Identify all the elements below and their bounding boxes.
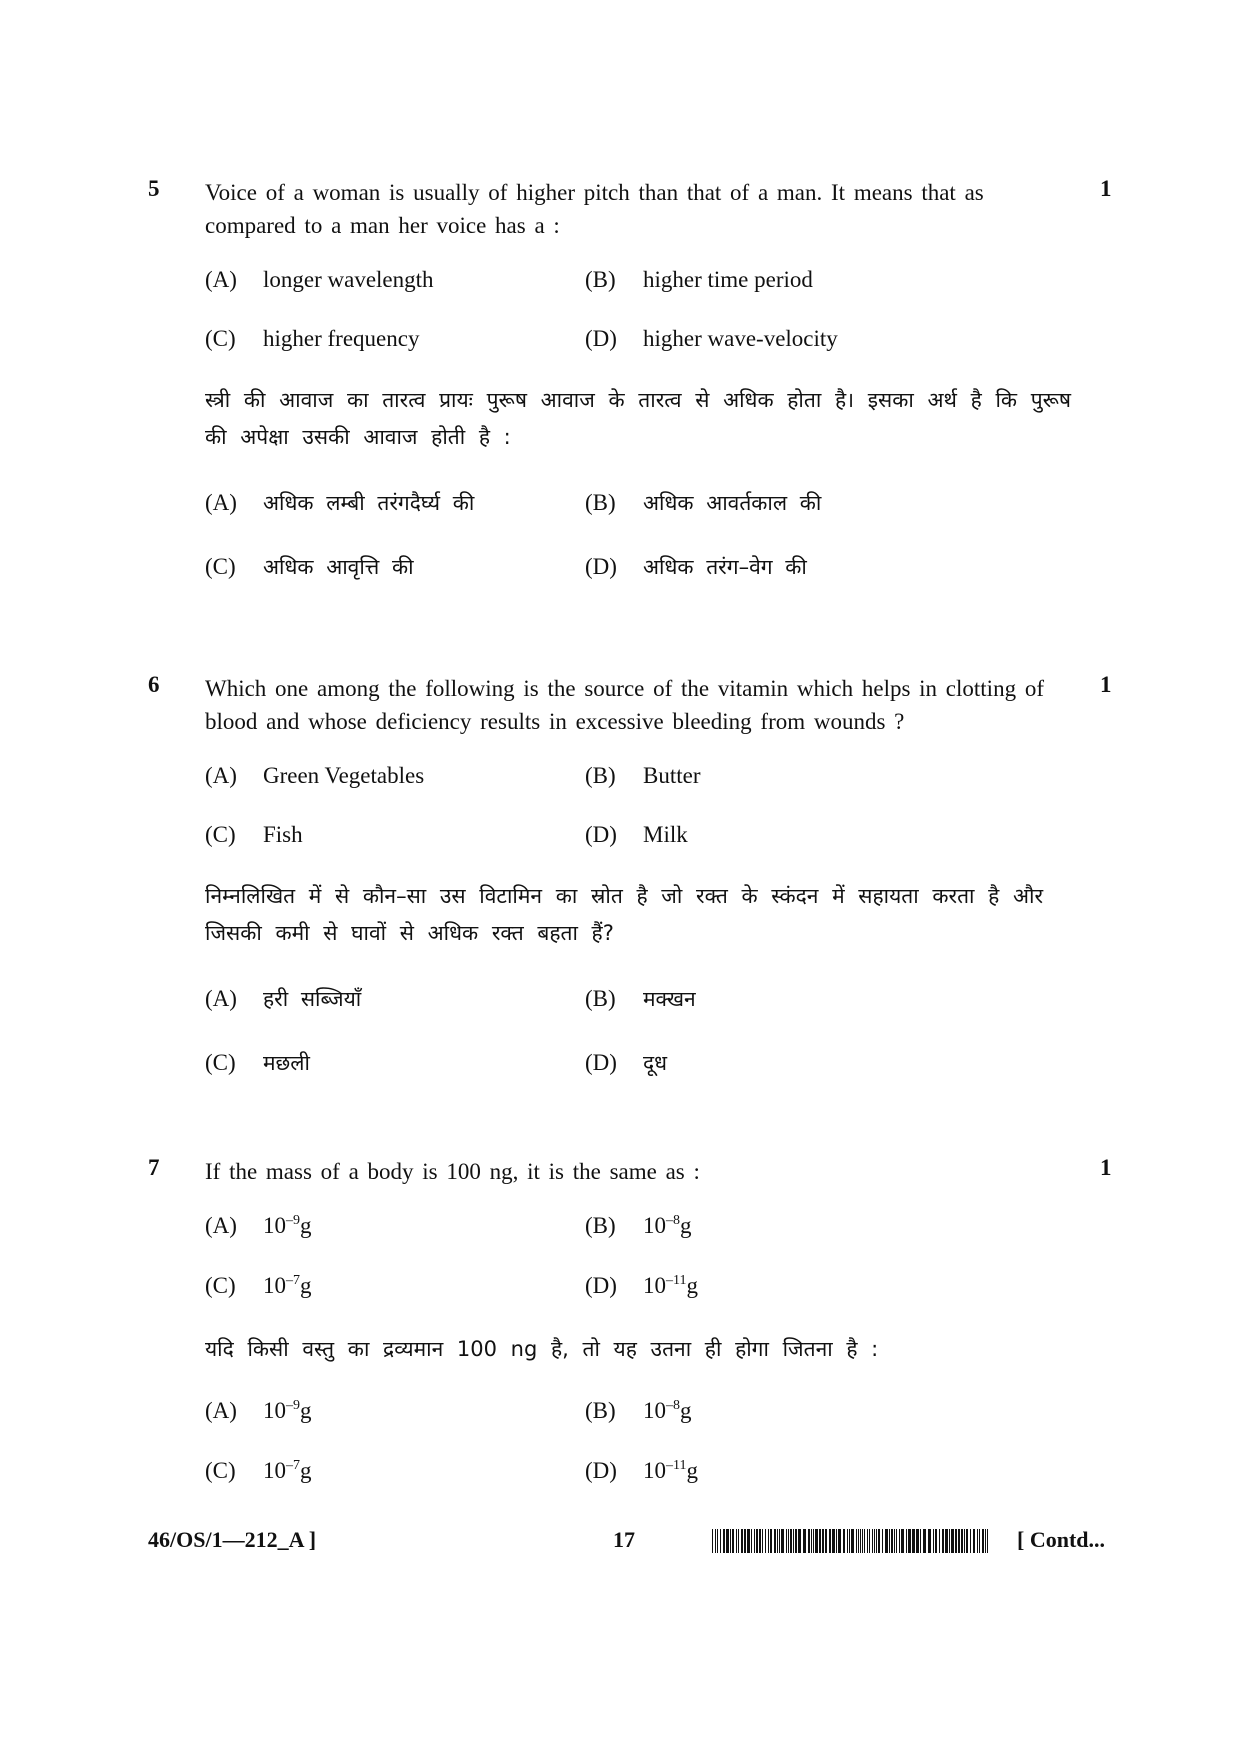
option-d-en: (D) higher wave-velocity (585, 326, 838, 351)
question-text-hi: निम्नलिखित में से कौन–सा उस विटामिन का स्रोत है जो रक्त के स्कंदन में सहायता करता है और जिसकी कमी से घावों से अधिक रक्त बहता हैं? (205, 884, 1044, 945)
option-b-hi: (B) $10^{-8}g$ (585, 1398, 692, 1423)
page-number: 17 (613, 1527, 635, 1552)
option-d-en: (D) Milk (585, 822, 688, 847)
question-marks: 1 (1100, 1155, 1112, 1180)
question-number: 6 (148, 672, 160, 697)
question-text-en: If the mass of a body is 100 ng, it is the same as : (205, 1159, 700, 1184)
option-c-hi: (C) मछली (205, 1050, 310, 1075)
option-d-hi: (D) दूध (585, 1050, 668, 1075)
question-number: 7 (148, 1155, 160, 1180)
option-a-en: (A) longer wavelength (205, 267, 434, 292)
question-text-hi: यदि किसी वस्तु का द्रव्यमान 100 ng है, तो यह उतना ही होगा जितना है : (205, 1337, 879, 1361)
continued-label: [ Contd... (1017, 1527, 1106, 1552)
option-b-en: (B) $10^{-8}g$ (585, 1213, 692, 1238)
question-text-hi: स्त्री की आवाज का तारत्व प्रायः पुरूष आवाज के तारत्व से अधिक होता है। इसका अर्थ है कि पुरूष की अपेक्षा उसकी आवाज होती है : (205, 388, 1072, 449)
paper-code: 46/OS/1—212_A ] (148, 1527, 317, 1552)
question-marks: 1 (1100, 176, 1112, 201)
question-number: 5 (148, 176, 160, 201)
question-text-en: Voice of a woman is usually of higher pitch than that of a man. It means that as compared to a man her voice has a : (205, 180, 984, 238)
option-d-hi: (D) $10^{-11}g$ (585, 1458, 698, 1483)
option-b-hi: (B) अधिक आवर्तकाल की (585, 490, 822, 515)
option-c-hi: (C) अधिक आवृत्ति की (205, 554, 414, 579)
option-c-en: (C) higher frequency (205, 326, 420, 351)
option-d-hi: (D) अधिक तरंग–वेग की (585, 554, 807, 579)
option-b-en: (B) Butter (585, 763, 701, 788)
option-a-en: (A) $10^{-9}g$ (205, 1213, 312, 1238)
barcode-icon (712, 1529, 992, 1553)
option-b-en: (B) higher time period (585, 267, 813, 292)
option-a-hi: (A) अधिक लम्बी तरंगदैर्घ्य की (205, 490, 475, 515)
option-c-en: (C) $10^{-7}g$ (205, 1273, 312, 1298)
page-footer (0, 1527, 1241, 1563)
option-d-en: (D) $10^{-11}g$ (585, 1273, 698, 1298)
question-text-en: Which one among the following is the source of the vitamin which helps in clotting of blood and whose deficiency results in excessive bleeding from wounds ? (205, 676, 1044, 734)
option-b-hi: (B) मक्खन (585, 986, 696, 1011)
option-a-hi: (A) $10^{-9}g$ (205, 1398, 312, 1423)
option-c-hi: (C) $10^{-7}g$ (205, 1458, 312, 1483)
question-marks: 1 (1100, 672, 1112, 697)
option-a-en: (A) Green Vegetables (205, 763, 425, 788)
option-c-en: (C) Fish (205, 822, 303, 847)
option-a-hi: (A) हरी सब्जियाँ (205, 986, 362, 1011)
